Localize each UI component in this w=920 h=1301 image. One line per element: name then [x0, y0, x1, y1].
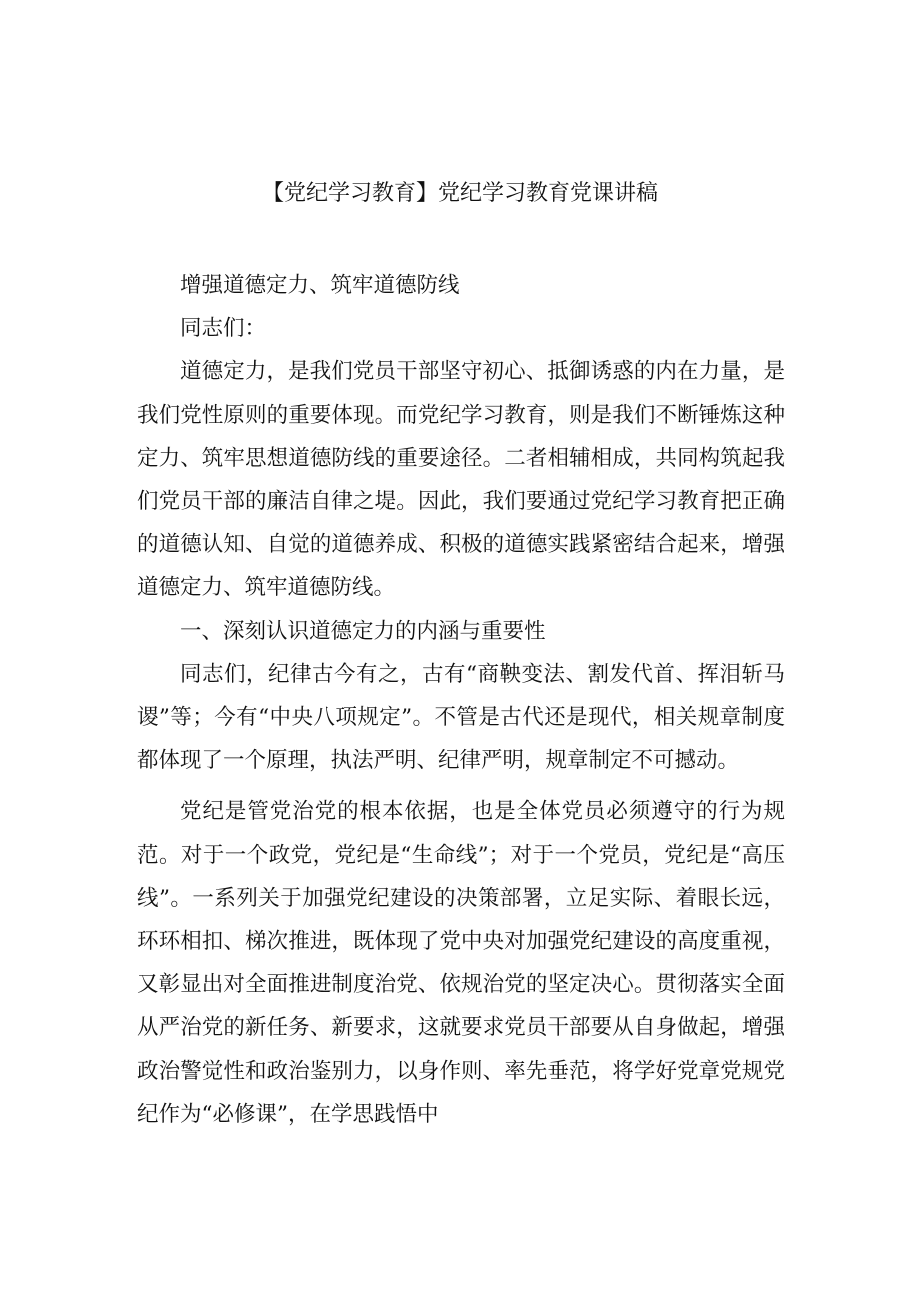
- document-subtitle: 增强道德定力、筑牢道德防线: [180, 273, 460, 298]
- document-title: 【党纪学习教育】党纪学习教育党课讲稿: [261, 181, 658, 206]
- section-heading-1: 一、深刻认识道德定力的内涵与重要性: [180, 618, 546, 644]
- body-paragraph: 党纪是管党治党的根本依据，也是全体党员必须遵守的行为规范。对于一个政党，党纪是“生命线”；对于一个党员，党纪是“高压线”。一系列关于加强党纪建设的决策部署，立足实际、着眼长远，环环相扣、梯次推进，既体现了党中央对加强党纪建设的高度重视，又彰显出对全面推进制度治党、依规治党的坚定决心。贯彻落实全面从严治党的新任务、新要求，这就要求党员干部要从自身做起，增强政治警觉性和政治鉴别力，以身作则、率先垂范，将学好党章党规党纪作为“必修课”，在学思践悟中: [137, 799, 785, 1127]
- document-body: [137, 264, 785, 1136]
- intro-paragraph: 道德定力，是我们党员干部坚守初心、抵御诱惑的内在力量，是我们党性原则的重要体现。而党纪学习教育，则是我们不断锤炼这种定力、筑牢思想道德防线的重要途径。二者相辅相成，共同构筑起我们党员干部的廉洁自律之堤。因此，我们要通过党纪学习教育把正确的道德认知、自觉的道德养成、积极的道德实践紧密结合起来，增强道德定力、筑牢道德防线。: [137, 359, 785, 601]
- body-paragraph: 同志们，纪律古今有之，古有“商鞅变法、割发代首、挥泪斩马谡”等；今有“中央八项规定”。不管是古代还是现代，相关规章制度都体现了一个原理，执法严明、纪律严明，规章制定不可撼动。: [137, 661, 785, 774]
- salutation: 同志们：: [180, 316, 267, 342]
